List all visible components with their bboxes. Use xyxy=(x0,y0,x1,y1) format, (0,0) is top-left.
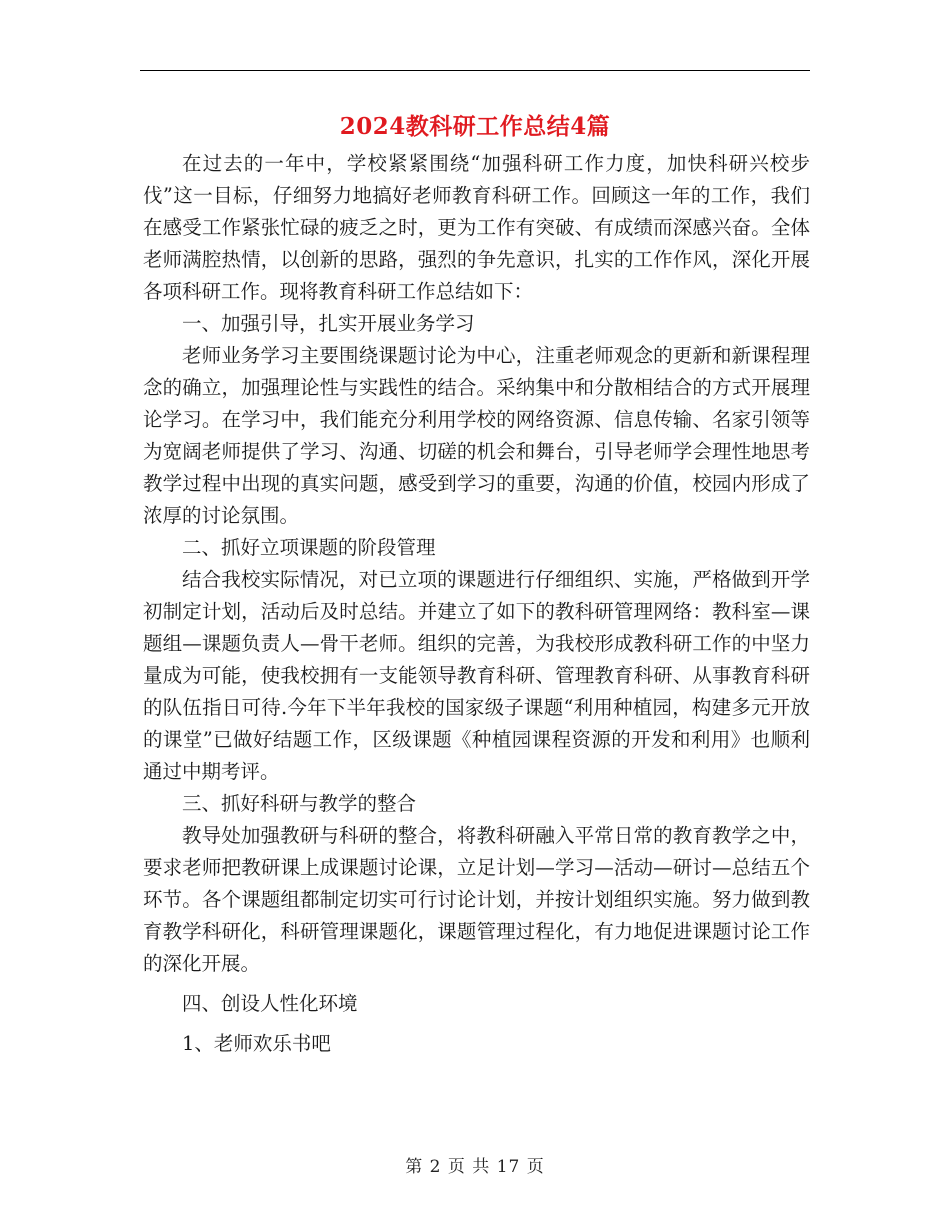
section-heading-1: 一、加强引导，扎实开展业务学习 xyxy=(182,312,475,335)
document-body xyxy=(143,148,810,1060)
section-paragraph-1: 老师业务学习主要围绕课题讨论为中心，注重老师观念的更新和新课程理念的确立，加强理论性与实践性的结合。采纳集中和分散相结合的方式开展理论学习。在学习中，我们能充分利用学校的网络资源、信息传输、名家引领等为宽阔老师提供了学习、沟通、切磋的机会和舞台，引导老师学会理性地思考教学过程中出现的真实问题，感受到学习的重要，沟通的价值，校园内形成了浓厚的讨论氛围。 xyxy=(143,344,810,527)
section-paragraph-2: 结合我校实际情况，对已立项的课题进行仔细组织、实施，严格做到开学初制定计划，活动后及时总结。并建立了如下的教科研管理网络：教科室—课题组—课题负责人—骨干老师。组织的完善，为我校形成教科研工作的中坚力量成为可能，使我校拥有一支能领导教育科研、管理教育科研、从事教育科研的队伍指日可待.今年下半年我校的国家级子课题“利用种植园，构建多元开放的课堂”已做好结题工作，区级课题《种植园课程资源的开发和利用》也顺利通过中期考评。 xyxy=(143,568,810,783)
section-heading-4: 四、创设人性化环境 xyxy=(182,992,358,1015)
subsection-heading-1: 1、老师欢乐书吧 xyxy=(182,1032,331,1055)
section-heading-3: 三、抓好科研与教学的整合 xyxy=(182,792,417,815)
page-footer: 第 2 页 共 17 页 xyxy=(405,1157,545,1177)
header-rule xyxy=(140,70,810,71)
section-heading-2: 二、抓好立项课题的阶段管理 xyxy=(182,536,436,559)
intro-paragraph: 在过去的一年中，学校紧紧围绕“加强科研工作力度，加快科研兴校步伐”这一目标，仔细努力地搞好老师教育科研工作。回顾这一年的工作，我们在感受工作紧张忙碌的疲乏之时，更为工作有突破、有成绩而深感兴奋。全体老师满腔热情，以创新的思路，强烈的争先意识，扎实的工作作风，深化开展各项科研工作。现将教育科研工作总结如下： xyxy=(143,152,810,303)
section-paragraph-3: 教导处加强教研与科研的整合，将教科研融入平常日常的教育教学之中，要求老师把教研课上成课题讨论课，立足计划—学习—活动—研讨—总结五个环节。各个课题组都制定切实可行讨论计划，并按计划组织实施。努力做到教育教学科研化，科研管理课题化，课题管理过程化，有力地促进课题讨论工作的深化开展。 xyxy=(143,824,810,975)
document-title: 2024教科研工作总结4篇 xyxy=(339,113,611,140)
